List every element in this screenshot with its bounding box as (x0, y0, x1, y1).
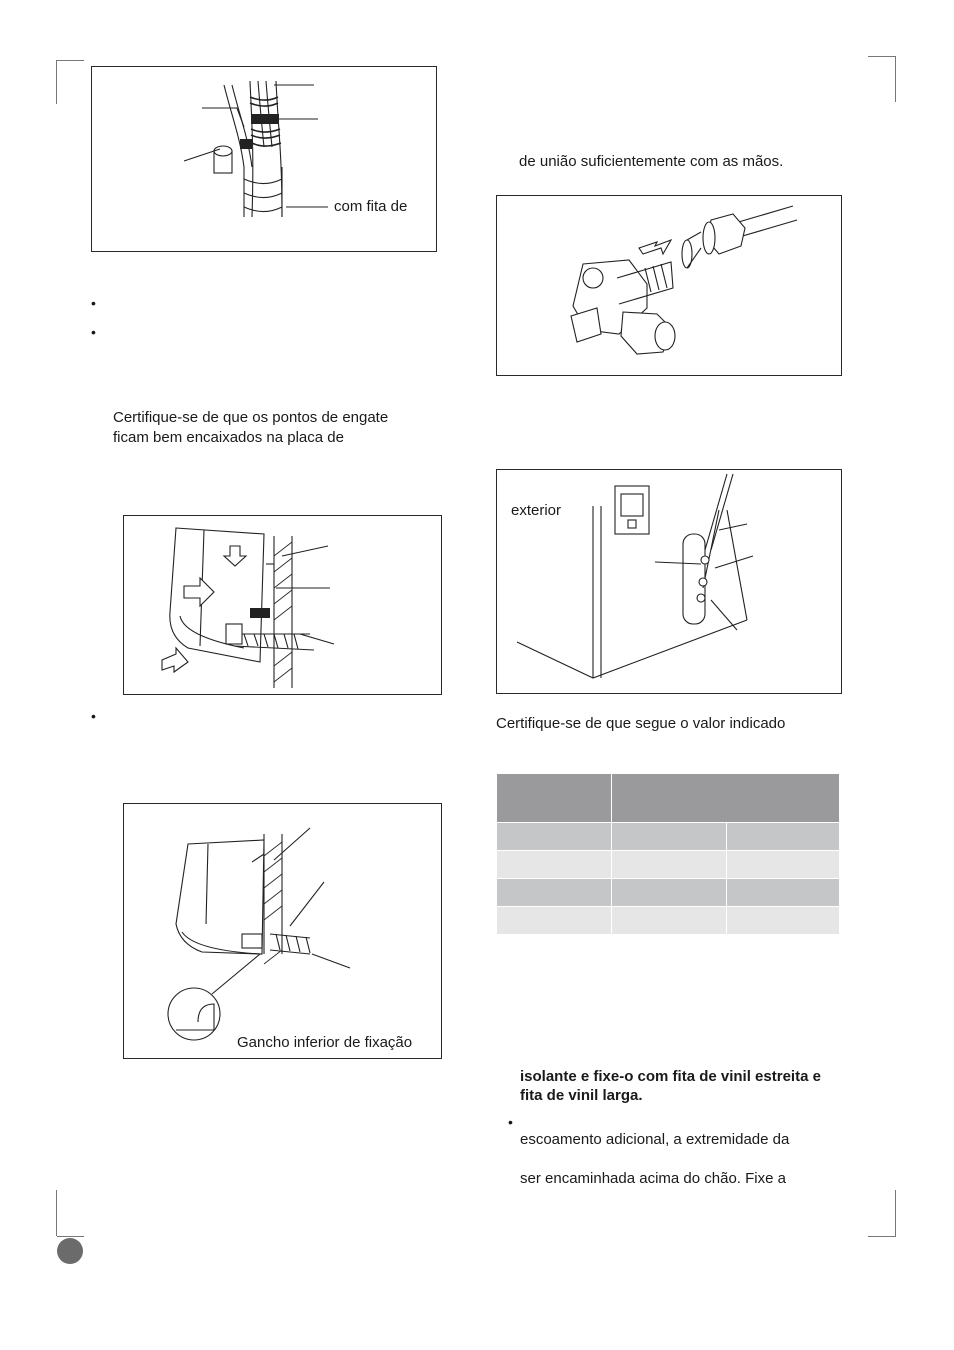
table-cell (612, 879, 727, 907)
crop-mark-top-left-h (57, 60, 84, 61)
table-row (497, 907, 840, 935)
figure-unit-hanging (123, 515, 442, 695)
figure-pipe-wrapping (91, 66, 437, 252)
insulation-instruction-line1: isolante e fixe-o com fita de vinil estreita e (520, 1068, 821, 1085)
bullet-marker: • (508, 1114, 513, 1130)
table-header-cell (612, 774, 840, 823)
figure-lower-hook (123, 803, 442, 1059)
table-cell (727, 823, 840, 851)
drain-text-line1: escoamento adicional, a extremidade da (520, 1131, 790, 1148)
bullet-marker: • (91, 708, 96, 724)
caption-lower-hook: Gancho inferior de fixação (237, 1034, 413, 1051)
bullet-marker: • (91, 295, 96, 311)
paragraph-engage-line2: ficam bem encaixados na placa de (113, 429, 344, 446)
torque-table (496, 773, 840, 935)
union-text: de união suficientemente com as mãos. (519, 153, 784, 170)
crop-mark-top-left-v (56, 60, 57, 104)
paragraph-engage-line1: Certifique-se de que os pontos de engate (113, 409, 389, 426)
table-cell (612, 851, 727, 879)
table-cell (727, 851, 840, 879)
unit-hanging-illustration (124, 516, 441, 694)
page-number-badge (57, 1238, 83, 1264)
figure-outdoor-valves (496, 469, 842, 694)
crop-mark-bottom-left-v (56, 1190, 57, 1236)
insulation-instruction-line2: fita de vinil larga. (520, 1087, 643, 1104)
table-header-row (497, 774, 840, 823)
table-cell (497, 823, 612, 851)
table-cell (497, 907, 612, 935)
pipe-wrapping-illustration (92, 67, 436, 251)
table-cell (497, 879, 612, 907)
crop-mark-bottom-right-h (868, 1236, 896, 1237)
bullet-marker: • (91, 324, 96, 340)
table-row (497, 879, 840, 907)
table-cell (497, 851, 612, 879)
table-header-cell (497, 774, 612, 823)
table-row (497, 851, 840, 879)
label-tape: com fita de (334, 198, 408, 215)
drain-text-line2: ser encaminhada acima do chão. Fixe a (520, 1170, 786, 1187)
torque-note: Certifique-se de que segue o valor indicado (496, 715, 786, 732)
lower-hook-illustration (124, 804, 441, 1058)
table-cell (612, 907, 727, 935)
crop-mark-top-right-h (868, 56, 896, 57)
table-cell (727, 907, 840, 935)
crop-mark-bottom-right-v (895, 1190, 896, 1236)
crop-mark-top-right-v (895, 56, 896, 102)
crop-mark-bottom-left-h (57, 1236, 84, 1237)
flare-connection-illustration (497, 196, 841, 375)
label-exterior: exterior (511, 502, 562, 519)
table-cell (612, 823, 727, 851)
figure-flare-connection (496, 195, 842, 376)
table-row (497, 823, 840, 851)
table-cell (727, 879, 840, 907)
